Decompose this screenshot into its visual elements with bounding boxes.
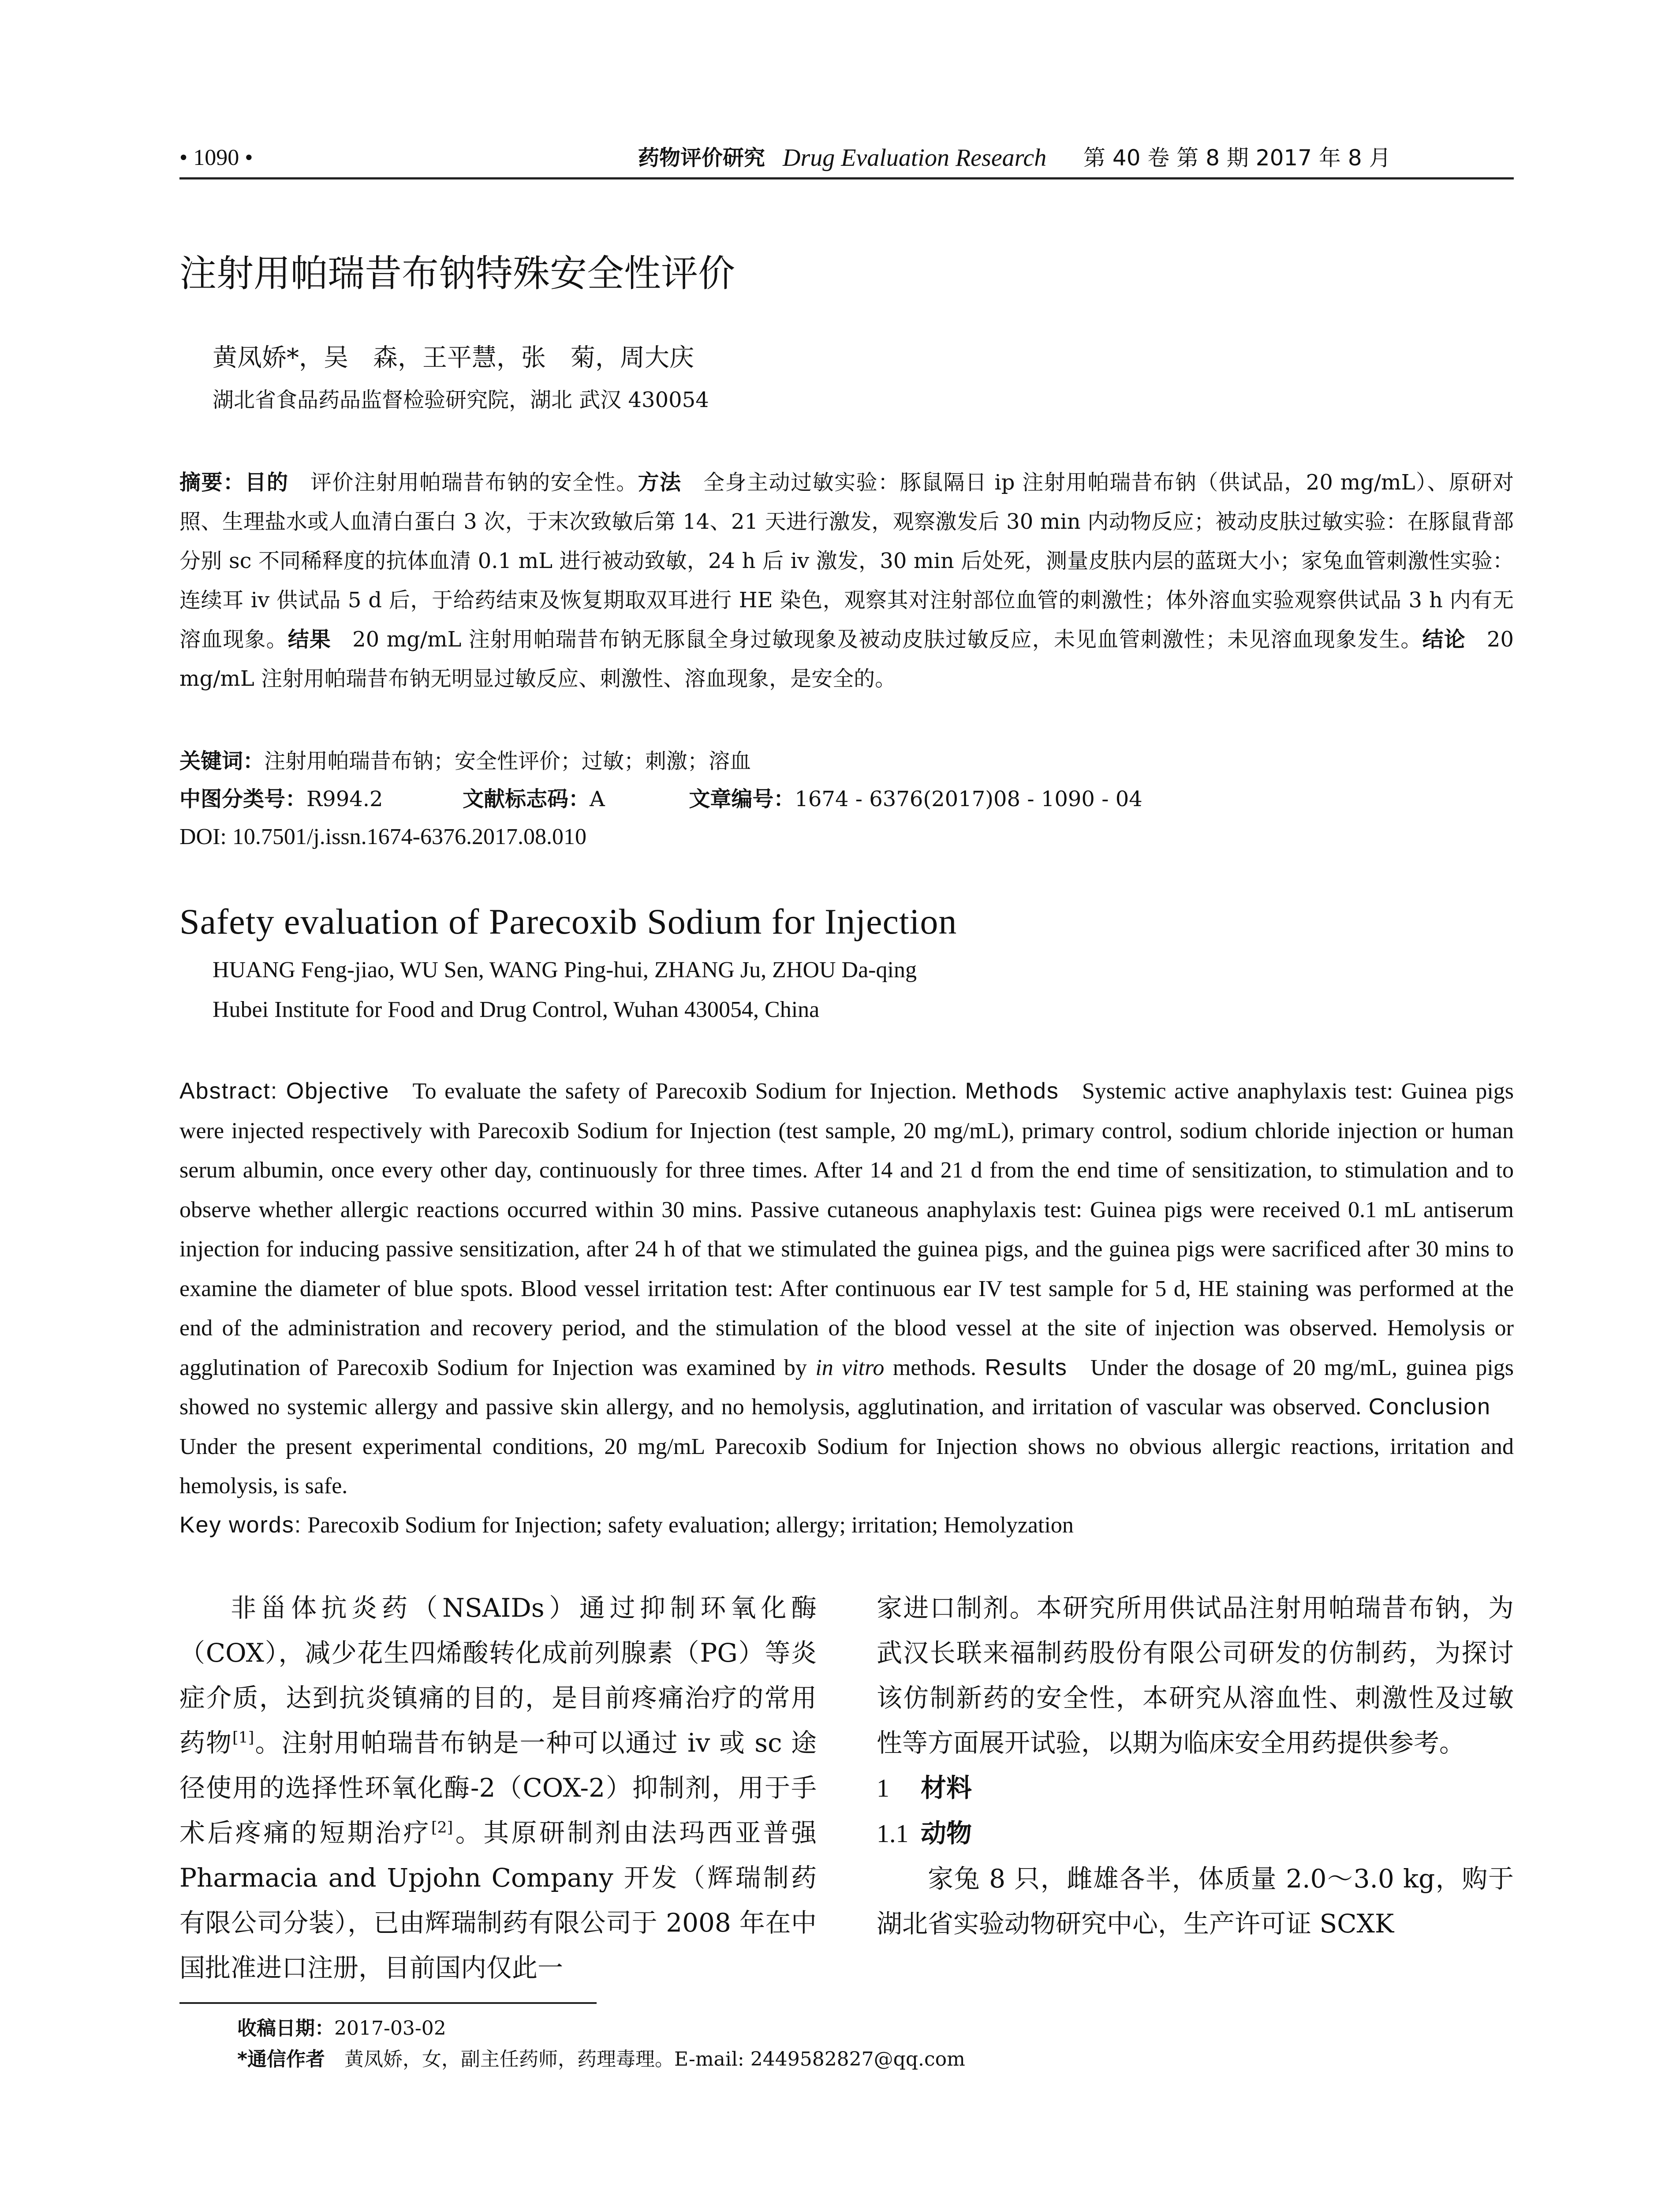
section-1-1-title: 动物 — [921, 1818, 972, 1848]
conclusion-en: Under the present experimental conditions, 20 mg/mL Parecoxib Sodium for Injection shows no obvious allergic reactions, irritation and hemolysis, is safe. — [179, 1434, 1514, 1499]
intro-paragraph — [179, 1585, 817, 1990]
conclusion-en-label: Conclusion — [1368, 1394, 1491, 1420]
methods-en-label: Methods — [965, 1078, 1059, 1104]
doi: DOI: 10.7501/j.issn.1674-6376.2017.08.010 — [179, 824, 586, 849]
section-1-title: 材料 — [921, 1773, 972, 1803]
doc-code-label: 文献标志码： — [463, 787, 590, 811]
conclusion-cn: 20 mg/mL 注射用帕瑞昔布钠无明显过敏反应、刺激性、溶血现象，是安全的。 — [179, 627, 1514, 691]
page-number: • 1090 • — [179, 145, 253, 170]
article-no-label: 文章编号： — [689, 787, 795, 811]
abstract-cn-label: 摘要： — [179, 470, 245, 495]
title-en: Safety evaluation of Parecoxib Sodium for Injection — [179, 901, 957, 942]
title-cn: 注射用帕瑞昔布钠特殊安全性评价 — [179, 252, 735, 295]
objective-en: To evaluate the safety of Parecoxib Sodium for Injection. — [412, 1079, 957, 1104]
authors-en: HUANG Feng-jiao, WU Sen, WANG Ping-hui, ZHANG Ju, ZHOU Da-qing — [213, 957, 917, 983]
objective-cn: 评价注射用帕瑞昔布钠的安全性。 — [310, 470, 638, 495]
clc-label: 中图分类号： — [179, 787, 307, 811]
methods-en: Systemic active anaphylaxis test: Guinea pigs were injected respectively with Parecoxib Sodium for Injection (test sample, 20 mg/mL), primary control, sodium chloride injection or human serum albumin, once every other day, continuously for three times. After 14 and 21 d from the end time of sensitization, to stimulation and to observe whether allergic reactions occurred within 30 mins. Passive cutaneous anaphylaxis test: Guinea pigs were received 0.1 mL antiserum injection for inducing passive sensitization, after 24 h of that we stimulated the guinea pigs, and the guinea pigs were sacrificed after 30 mins to examine the diameter of blue spots. Blood vessel irritation test: After continuous ear IV test sample for 5 d, HE staining was performed at the end of the administration and recovery period, and the stimulation of the blood vessel at the site of injection was observed. Hemolysis or agglutination of Parecoxib Sodium for Injection was examined by — [179, 1079, 1514, 1380]
footnote-received — [237, 2015, 446, 2042]
volume-issue-date: 第 40 卷 第 8 期 2017 年 8 月 — [1083, 145, 1391, 171]
running-header — [179, 140, 1514, 176]
intro-part-a: 非甾体抗炎药（NSAIDs）通过抑制环氧化酶（COX），减少花生四烯酸转化成前列腺素（PG）等炎症介质，达到抗炎镇痛的目的，是目前疼痛治疗的常用药物 — [179, 1593, 817, 1758]
intro-paragraph-continued: 家进口制剂。本研究所用供试品注射用帕瑞昔布钠，为武汉长联来福制药股份有限公司研发的仿制药，为探讨该仿制新药的安全性，本研究从溶血性、刺激性及过敏性等方面展开试验，以期为临床安全用药提供参考。 — [877, 1593, 1514, 1758]
objective-en-label: Objective — [286, 1078, 390, 1104]
affiliation-cn: 湖北省食品药品监督检验研究院，湖北 武汉 430054 — [213, 388, 709, 412]
keywords-en — [179, 1507, 1514, 1543]
footnote-corresponding-author — [237, 2046, 965, 2073]
objective-cn-label: 目的 — [245, 470, 289, 495]
affiliation-en: Hubei Institute for Food and Drug Control, Wuhan 430054, China — [213, 997, 820, 1022]
keywords-cn — [179, 744, 751, 779]
conclusion-cn-label: 结论 — [1422, 627, 1466, 652]
keywords-cn-label: 关键词： — [179, 749, 265, 774]
abstract-cn — [179, 463, 1514, 699]
received-date: 2017-03-02 — [334, 2017, 446, 2040]
received-label: 收稿日期： — [237, 2017, 334, 2040]
keywords-en-label: Key words: — [179, 1512, 302, 1538]
footnote-rule — [179, 2002, 597, 2004]
section-1-1-number: 1.1 — [877, 1819, 909, 1848]
animals-paragraph: 家兔 8 只，雌雄各半，体质量 2.0～3.0 kg，购于湖北省实验动物研究中心，生产许可证 SCXK — [877, 1864, 1514, 1939]
section-1-1-heading — [877, 1811, 1514, 1856]
body-column-right — [877, 1585, 1514, 1946]
corr-text: 黄凤娇，女，副主任药师，药理毒理。E-mail: 2449582827@qq.com — [344, 2048, 965, 2070]
keywords-en-text: Parecoxib Sodium for Injection; safety evaluation; allergy; irritation; Hemolyzation — [307, 1513, 1074, 1538]
results-cn-label: 结果 — [287, 627, 332, 652]
abstract-en — [179, 1072, 1514, 1506]
results-en-label: Results — [985, 1354, 1068, 1380]
clc-value: R994.2 — [306, 787, 383, 811]
section-1-number: 1 — [877, 1774, 889, 1802]
methods-en-end: methods. — [892, 1355, 977, 1380]
results-cn: 20 mg/mL 注射用帕瑞昔布钠无豚鼠全身过敏现象及被动皮肤过敏反应，未见血管刺激性；未见溶血现象发生。 — [352, 627, 1422, 652]
methods-en-italic: in vitro — [815, 1355, 885, 1380]
reference-2[interactable]: [2] — [431, 1819, 453, 1837]
article-no-value: 1674 - 6376(2017)08 - 1090 - 04 — [795, 787, 1142, 811]
abstract-en-label: Abstract: — [179, 1078, 278, 1104]
intro-part-c-left: 。其原研制剂由法玛西亚普强 Pharmacia and Upjohn Company 开发（辉瑞制药有限公司分装），已由辉瑞制药有限公司于 2008 年在中国批准进口注册，目前国内仅此一 — [179, 1818, 817, 1983]
reference-1[interactable]: [1] — [232, 1729, 254, 1747]
section-1-heading — [877, 1765, 1514, 1811]
journal-name-cn: 药物评价研究 — [638, 146, 765, 170]
methods-cn: 全身主动过敏实验：豚鼠隔日 ip 注射用帕瑞昔布钠（供试品，20 mg/mL）、原研对照、生理盐水或人血清白蛋白 3 次，于末次致敏后第 14、21 天进行激发，观察激发后 30 min 内动物反应；被动皮肤过敏实验：在豚鼠背部分别 sc 不同稀释度的抗体血清 0.1 mL 进行被动致敏，24 h 后 iv 激发，30 min 后处死，测量皮肤内层的蓝斑大小；家兔血管刺激性实验：连续耳 iv 供试品 5 d 后，于给药结束及恢复期取双耳进行 HE 染色，观察其对注射部位血管的刺激性；体外溶血实验观察供试品 3 h 内有无溶血现象。 — [179, 470, 1514, 652]
results-en: Under the dosage of 20 mg/mL, guinea pigs showed no systemic allergy and passive skin allergy, and no hemolysis, agglutination, and irritation of vascular was observed. — [179, 1355, 1514, 1420]
corr-label: *通信作者 — [237, 2048, 325, 2070]
classification-line — [179, 781, 1142, 817]
doc-code-value: A — [590, 787, 605, 811]
intro-part-b: 。注射用帕瑞昔布钠是一种可以通过 iv 或 sc 途径使用的选择性环氧化酶-2（COX-2）抑制剂，用于手术后疼痛的短期治疗 — [179, 1728, 817, 1848]
header-rule — [179, 177, 1514, 179]
body-column-left — [179, 1585, 817, 1990]
methods-cn-label: 方法 — [638, 470, 682, 495]
journal-name-en: Drug Evaluation Research — [783, 144, 1047, 172]
keywords-cn-text: 注射用帕瑞昔布钠；安全性评价；过敏；刺激；溶血 — [264, 749, 751, 774]
authors-cn: 黄凤娇*，吴 森，王平慧，张 菊，周大庆 — [213, 344, 694, 372]
